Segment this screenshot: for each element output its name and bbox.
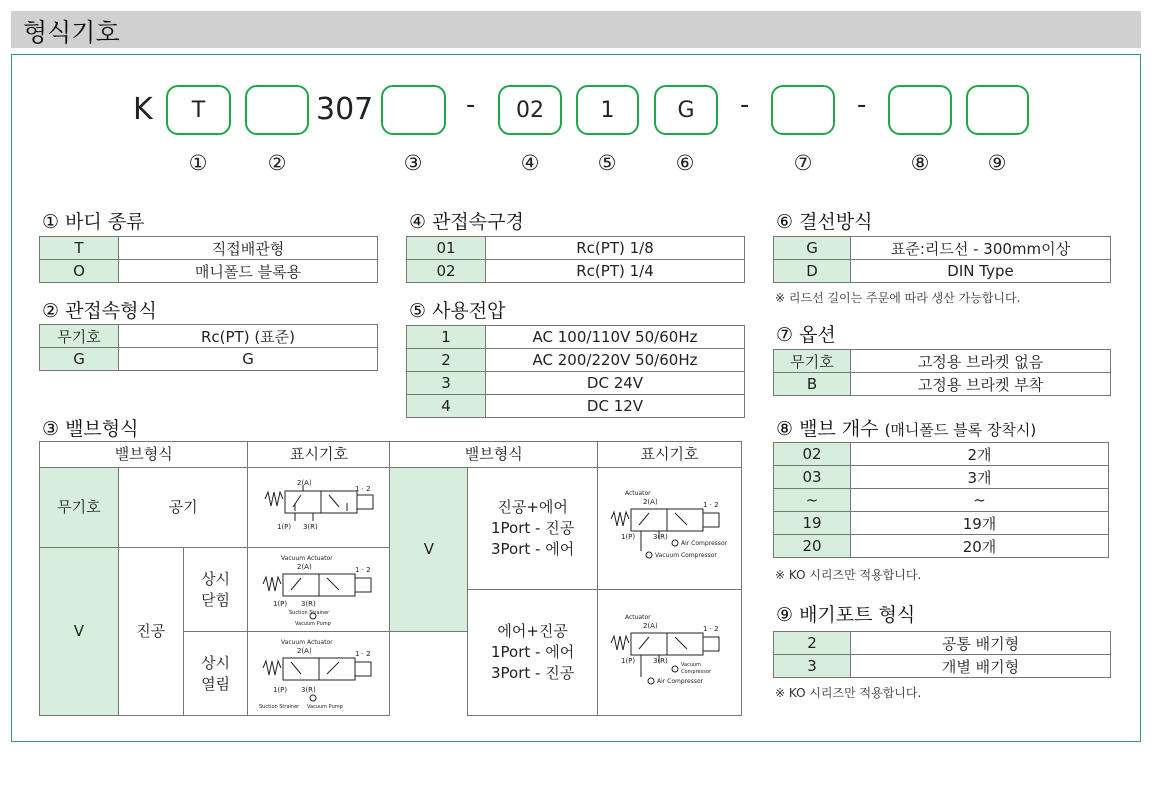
valve-symbol-icon <box>603 485 735 573</box>
symbol-port-p: 1(P) <box>276 522 292 531</box>
exhaust-port-note: ※ KO 시리즈만 적용합니다. <box>775 686 922 700</box>
right-row2-line1: 에어+진공 <box>497 622 568 640</box>
code-index-6: ⑥ <box>675 151 695 175</box>
row-desc: AC 100/110V 50/60Hz <box>486 326 745 349</box>
header-symbol-left: 표시기호 <box>248 442 390 468</box>
symbol-port-p: 1(P) <box>621 532 636 541</box>
row-code: 2 <box>407 349 486 372</box>
row-code: 02 <box>774 443 851 466</box>
valve-count-title-main: ⑧ 밸브 개수 <box>776 418 879 440</box>
row-desc: 19개 <box>851 512 1109 535</box>
symbol-suction-strainer: Suction Strainer <box>258 703 300 710</box>
table-row <box>40 468 742 508</box>
right-row2-label <box>468 590 598 716</box>
symbol-vacuum: Vacuum <box>681 661 702 668</box>
row-desc: ~ <box>851 489 1109 512</box>
row-code: G <box>40 348 119 371</box>
symbol-port-r: 3(R) <box>300 685 316 694</box>
symbol-vacuum-actuator: Vacuum Actuator <box>280 638 333 646</box>
symbol-actuator: Actuator <box>625 489 652 497</box>
row-desc: 공통 배기형 <box>851 632 1111 655</box>
row-desc: 개별 배기형 <box>851 655 1111 678</box>
header-symbol-right: 표시기호 <box>597 442 741 468</box>
air-label: 공기 <box>118 468 248 548</box>
symbol-sol: 1 · 2 <box>354 484 371 493</box>
no-label <box>183 632 248 716</box>
row-desc: 표준:리드선 - 300mm이상 <box>851 237 1111 260</box>
row-code: 3 <box>774 655 851 678</box>
connection-type-title: ② 관접속형식 <box>42 300 157 322</box>
code-box-1: T <box>166 85 231 135</box>
table-row <box>407 372 745 395</box>
row-desc: 매니폴드 블록용 <box>119 260 378 283</box>
table-row <box>407 237 745 260</box>
page-title: 형식기호 <box>23 18 120 47</box>
valve-count-note: ※ KO 시리즈만 적용합니다. <box>775 568 922 582</box>
table-row <box>774 655 1111 678</box>
right-row2-line3: 3Port - 진공 <box>491 664 575 682</box>
row-desc: Rc(PT) 1/4 <box>486 260 745 283</box>
code-box-4: 02 <box>498 85 562 135</box>
symbol-sol: 1 · 2 <box>703 624 720 633</box>
valve-count-table <box>773 442 1109 558</box>
wiring-note: ※ 리드선 길이는 주문에 따라 생산 가능합니다. <box>775 291 1021 305</box>
code-box-5: 1 <box>576 85 639 135</box>
right-row2-symbol <box>597 590 741 716</box>
symbol-sol: 1 · 2 <box>354 565 371 574</box>
row-desc: Rc(PT) 1/8 <box>486 237 745 260</box>
right-row1-label <box>468 468 598 590</box>
valve-type-title: ③ 밸브형식 <box>42 418 139 440</box>
symbol-port-r: 3(R) <box>653 532 669 541</box>
vac-label: 진공 <box>118 548 183 716</box>
nc-label <box>183 548 248 632</box>
voltage-table <box>406 325 745 418</box>
row-code: 1 <box>407 326 486 349</box>
table-row <box>774 466 1109 489</box>
row-desc: 3개 <box>851 466 1109 489</box>
table-row <box>774 260 1111 283</box>
air-code: 무기호 <box>40 468 119 548</box>
code-index-4: ④ <box>520 151 540 175</box>
code-box-2 <box>245 85 309 135</box>
valve-type-table <box>39 441 742 716</box>
no-label-line1: 상시 <box>201 653 231 672</box>
symbol-sol: 1 · 2 <box>703 500 720 509</box>
no-label-line2: 열림 <box>201 674 231 693</box>
row-code: 4 <box>407 395 486 418</box>
row-code: D <box>774 260 851 283</box>
table-row <box>407 326 745 349</box>
row-code: 무기호 <box>40 325 119 348</box>
row-desc: 직접배관형 <box>119 237 378 260</box>
body-type-title: ① 바디 종류 <box>42 211 145 233</box>
valve-symbol-icon <box>255 477 383 539</box>
symbol-port-r: 3(R) <box>302 522 318 531</box>
code-box-8 <box>888 85 952 135</box>
symbol-vacuum-pump: Vacuum Pump <box>306 703 343 710</box>
symbol-port-p: 1(P) <box>272 685 288 694</box>
code-index-2: ② <box>267 151 287 175</box>
row-desc: Rc(PT) (표준) <box>119 325 378 348</box>
code-box-3 <box>381 85 446 135</box>
code-index-5: ⑤ <box>597 151 617 175</box>
vac-code: V <box>40 548 119 716</box>
exhaust-port-table <box>773 631 1111 678</box>
right-row1-symbol <box>597 468 741 590</box>
nc-valve-symbol <box>248 548 390 632</box>
row-desc: 2개 <box>851 443 1109 466</box>
code-prefix: K <box>133 92 153 127</box>
row-desc: G <box>119 348 378 371</box>
row-desc: DC 24V <box>486 372 745 395</box>
right-row1-line1: 진공+에어 <box>497 498 568 516</box>
nc-label-line1: 상시 <box>201 569 231 588</box>
code-index-3: ③ <box>403 151 423 175</box>
symbol-port-a: 2(A) <box>296 478 312 487</box>
row-code: 무기호 <box>774 350 851 373</box>
table-header-row <box>40 442 742 468</box>
table-row <box>774 350 1111 373</box>
table-row <box>774 443 1109 466</box>
table-row <box>407 395 745 418</box>
table-row <box>407 260 745 283</box>
valve-symbol-icon <box>255 636 383 712</box>
row-desc: DC 12V <box>486 395 745 418</box>
port-size-table <box>406 236 745 283</box>
symbol-vacuum-actuator: Vacuum Actuator <box>280 554 333 562</box>
table-row <box>774 512 1109 535</box>
table-row <box>40 237 378 260</box>
code-dash-1: - <box>466 90 476 120</box>
no-valve-symbol <box>248 632 390 716</box>
code-index-9: ⑨ <box>987 151 1007 175</box>
code-dash-2: - <box>740 90 750 120</box>
option-title: ⑦ 옵션 <box>776 324 836 346</box>
table-row <box>40 348 378 371</box>
row-code: 2 <box>774 632 851 655</box>
exhaust-port-title: ⑨ 배기포트 형식 <box>776 604 916 626</box>
table-row <box>407 349 745 372</box>
air-valve-symbol <box>248 468 390 548</box>
symbol-vacuum-compressor: Vacuum Compressor <box>655 551 718 559</box>
table-row <box>774 237 1111 260</box>
row-code: T <box>40 237 119 260</box>
code-fixed-mid: 307 <box>316 92 374 127</box>
row-code: O <box>40 260 119 283</box>
symbol-port-a: 2(A) <box>296 646 312 655</box>
body-type-table <box>39 236 378 283</box>
title-bar <box>11 11 1141 48</box>
wiring-title: ⑥ 결선방식 <box>776 211 873 233</box>
table-row <box>40 325 378 348</box>
row-code: ~ <box>774 489 851 512</box>
valve-count-title-sub: (매니폴드 블록 장착시) <box>884 421 1037 439</box>
symbol-compressor: Compressor <box>681 668 712 675</box>
table-row <box>774 535 1109 558</box>
symbol-port-r: 3(R) <box>300 599 316 608</box>
header-valve-type-left: 밸브형식 <box>40 442 248 468</box>
row-code: 02 <box>407 260 486 283</box>
symbol-air-compressor: Air Compressor <box>681 539 728 547</box>
code-dash-3: - <box>857 90 867 120</box>
table-row <box>774 373 1111 396</box>
right-code: V <box>390 468 468 632</box>
code-box-7 <box>771 85 835 135</box>
symbol-actuator: Actuator <box>625 613 652 621</box>
option-table <box>773 349 1111 396</box>
valve-symbol-icon <box>603 609 735 697</box>
code-box-6: G <box>654 85 718 135</box>
symbol-port-p: 1(P) <box>621 656 636 665</box>
symbol-port-r: 3(R) <box>653 656 669 665</box>
row-code: 3 <box>407 372 486 395</box>
symbol-suction-strainer: Suction Strainer <box>288 609 330 616</box>
right-row1-line2: 1Port - 진공 <box>491 519 575 537</box>
connection-type-table <box>39 324 378 371</box>
row-code: G <box>774 237 851 260</box>
code-box-9 <box>966 85 1029 135</box>
row-desc: 고정용 브라켓 없음 <box>851 350 1111 373</box>
row-desc: 20개 <box>851 535 1109 558</box>
table-row <box>774 632 1111 655</box>
table-row <box>40 260 378 283</box>
symbol-port-p: 1(P) <box>272 599 288 608</box>
code-index-1: ① <box>188 151 208 175</box>
code-index-8: ⑧ <box>910 151 930 175</box>
symbol-port-a: 2(A) <box>643 621 659 630</box>
symbol-air-compressor: Air Compressor <box>657 677 704 685</box>
port-size-title: ④ 관접속구경 <box>409 211 524 233</box>
symbol-vacuum-pump: Vacuum Pump <box>294 620 331 627</box>
row-code: 01 <box>407 237 486 260</box>
row-code: 03 <box>774 466 851 489</box>
symbol-port-a: 2(A) <box>296 562 312 571</box>
row-code: 20 <box>774 535 851 558</box>
row-desc: AC 200/220V 50/60Hz <box>486 349 745 372</box>
valve-symbol-icon <box>255 552 383 628</box>
right-row1-line3: 3Port - 에어 <box>491 540 575 558</box>
symbol-port-a: 2(A) <box>643 497 659 506</box>
nc-label-line2: 닫힘 <box>201 590 231 609</box>
header-valve-type-right: 밸브형식 <box>390 442 598 468</box>
code-index-7: ⑦ <box>793 151 813 175</box>
row-desc: 고정용 브라켓 부착 <box>851 373 1111 396</box>
table-row <box>774 489 1109 512</box>
row-desc: DIN Type <box>851 260 1111 283</box>
wiring-table <box>773 236 1111 283</box>
symbol-sol: 1 · 2 <box>354 649 371 658</box>
valve-count-title <box>776 414 1036 441</box>
right-row2-line2: 1Port - 에어 <box>491 643 575 661</box>
row-code: B <box>774 373 851 396</box>
voltage-title: ⑤ 사용전압 <box>409 300 506 322</box>
row-code: 19 <box>774 512 851 535</box>
